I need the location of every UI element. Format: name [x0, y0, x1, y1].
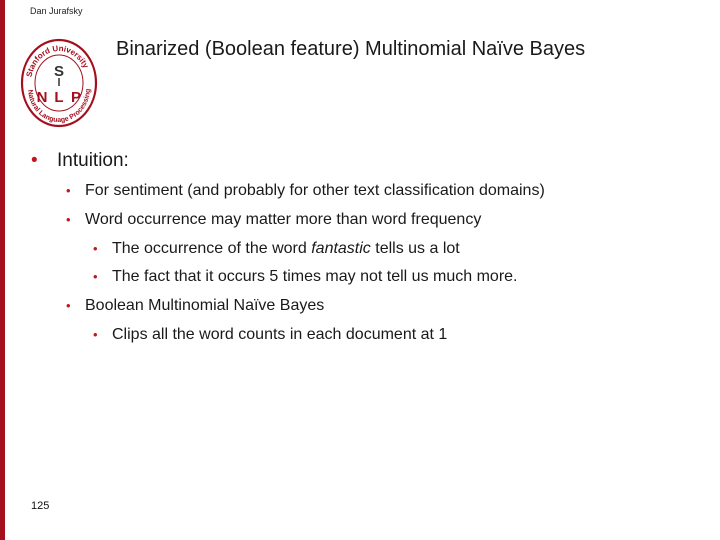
bullet-text-italic: fantastic: [311, 240, 371, 257]
bullet-text-before: The occurrence of the word: [112, 240, 312, 257]
bullet-text: Clips all the word counts in each document at 1: [112, 326, 448, 343]
logo-letter-s: S: [53, 63, 65, 80]
logo-letter-p: P: [70, 89, 82, 106]
bullet-dot-icon: •: [93, 327, 98, 342]
page-number: 125: [31, 500, 50, 512]
slide-title: Binarized (Boolean feature) Multinomial Naïve Bayes: [116, 38, 586, 60]
bullet-dot-icon: •: [93, 269, 98, 284]
bullet-text: Boolean Multinomial Naïve Bayes: [85, 297, 325, 314]
bullet-text: Intuition:: [57, 150, 129, 171]
logo-bottom-text: Natural Language Processing: [25, 88, 93, 125]
bullet-text: The fact that it occurs 5 times may not tell us much more.: [112, 268, 518, 285]
bullet-text-after: tells us a lot: [370, 240, 460, 257]
stanford-nlp-logo: [20, 38, 98, 128]
bullet-boolean-mnb: [66, 297, 324, 315]
left-accent-rule: [0, 0, 5, 540]
bullet-intuition: [31, 150, 129, 172]
logo-letter-l: L: [54, 89, 64, 106]
logo-top-text: Stanford University: [24, 43, 91, 78]
bullet-dot-icon: •: [66, 298, 71, 313]
bullet-fantastic: [93, 240, 460, 258]
bullet-dot-icon: •: [66, 212, 71, 227]
bullet-dot-icon: •: [66, 183, 71, 198]
logo-letter-n: N: [36, 89, 48, 106]
bullet-dot-icon: •: [31, 150, 38, 171]
bullet-sentiment: [66, 182, 545, 200]
bullet-dot-icon: •: [93, 241, 98, 256]
bullet-clips-counts: [93, 326, 447, 344]
bullet-word-occurrence: [66, 211, 481, 229]
bullet-text: For sentiment (and probably for other text classification domains): [85, 182, 545, 199]
bullet-text: Word occurrence may matter more than word frequency: [85, 211, 482, 228]
author-label: Dan Jurafsky: [30, 6, 83, 16]
bullet-five-times: [93, 268, 517, 286]
